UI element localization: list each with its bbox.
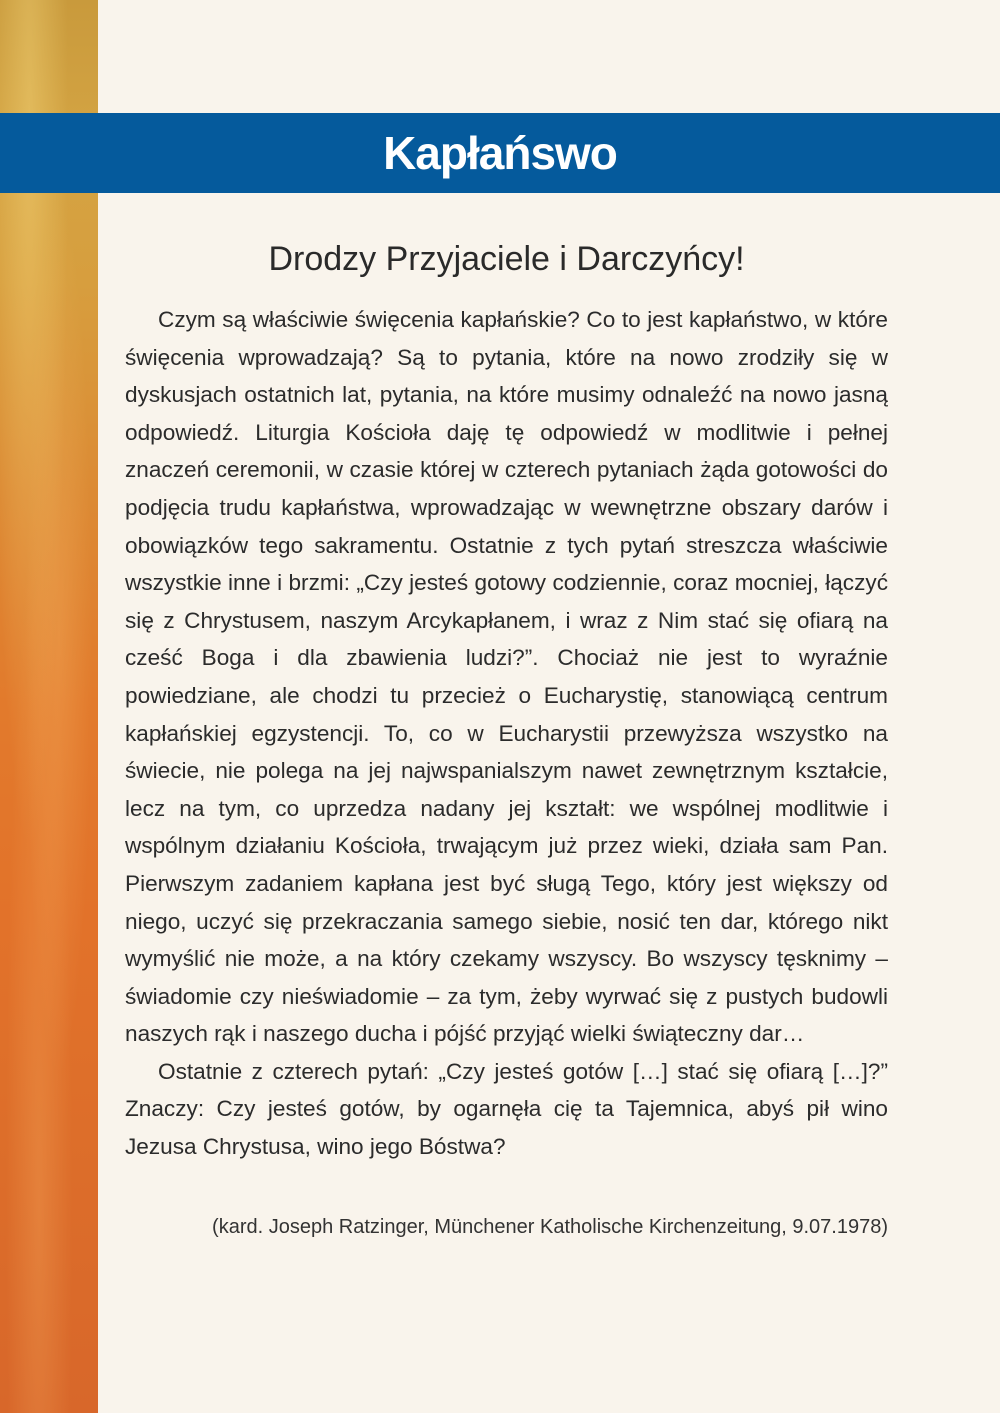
title-band — [0, 113, 1000, 193]
decorative-side-strip — [0, 0, 98, 1413]
citation: (kard. Joseph Ratzinger, Münchener Katholische Kirchenzeitung, 9.07.1978) — [212, 1215, 888, 1238]
letter-content — [125, 230, 888, 1239]
paragraph-closing: Ostatnie z czterech pytań: „Czy jesteś gotów […] stać się ofiarą […]?” Znaczy: Czy jesteś gotów, by ogarnęła cię ta Tajemnica, abyś pił wino Jezusa Chrystusa, wino jego Bóstwa? — [125, 1058, 888, 1160]
paragraph-main: Czym są właściwie święcenia kapłańskie? Co to jest kapłaństwo, w które święcenia wprowadzają? Są to pytania, które na nowo zrodziły się w dyskusjach ostatnich lat, pytania, na które musimy odnaleźć na nowo jasną odpowiedź. Liturgia Kościoła daję tę odpowiedź w modlitwie i pełnej znaczeń ceremonii, w czasie której w czterech pytaniach żąda gotowości do podjęcia trudu kapłaństwa, wprowadzając w wewnętrzne obszary darów i obowiązków tego sakramentu. Ostatnie z tych pytań streszcza właściwie wszystkie inne i brzmi: „Czy jesteś gotowy codziennie, coraz mocniej, łączyć się z Chrystusem, naszym Arcykapłanem, i wraz z Nim stać się ofiarą na cześć Boga i dla zbawienia ludzi?”. Chociaż nie jest to wyraźnie powiedziane, ale chodzi tu przecież o Eucharystię, stanowiącą centrum kapłańskiej egzystencji. To, co w Eucharystii przewyższa wszystko na świecie, nie polega na jej najwspanialszym nawet zewnętrznym kształcie, lecz na tym, co uprzedza nadany jej kształt: we wspólnej modlitwie i wspólnym działaniu Kościoła, trwającym już przez wieki, działa sam Pan. Pierwszym zadaniem kapłana jest być sługą Tego, który jest większy od niego, uczyć się przekraczania samego siebie, nosić ten dar, którego nikt wymyślić nie może, a na który czekamy wszyscy. Bo wszyscy tęsknimy – świadomie czy nieświadomie – za tym, żeby wyrwać się z pustych budowli naszych rąk i naszego ducha i pójść przyjąć wielki świąteczny dar… — [125, 307, 888, 1047]
greeting: Drodzy Przyjaciele i Darczyńcy! — [268, 240, 745, 278]
page-title: Kapłańswo — [383, 127, 617, 179]
